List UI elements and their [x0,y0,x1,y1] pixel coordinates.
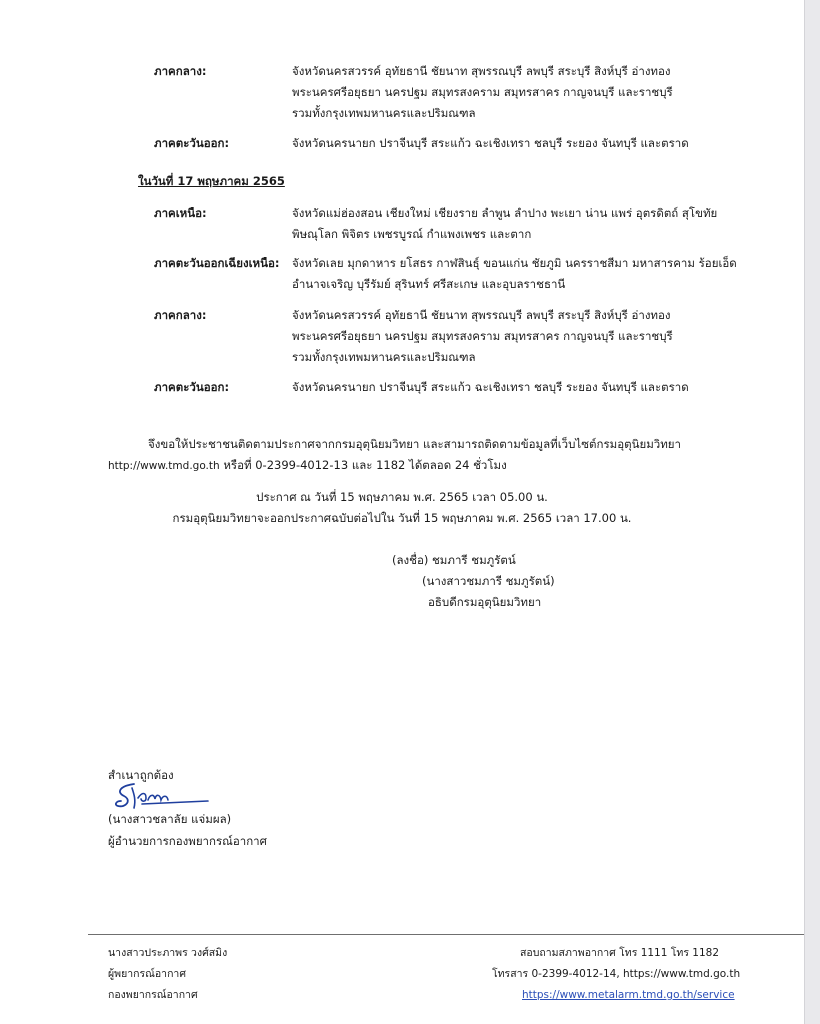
certified-position: ผู้อำนวยการกองพยากรณ์อากาศ [108,834,267,848]
region-text-line: จังหวัดแม่ฮ่องสอน เชียงใหม่ เชียงราย ลำพูน ลำปาง พะเยา น่าน แพร่ อุตรดิตถ์ สุโขทัย [292,206,718,220]
region-text-line: พระนครศรีอยุธยา นครปฐม สมุทรสงคราม สมุทรสาคร กาญจนบุรี และราชบุรี [292,85,673,99]
announce-line-2: กรมอุตุนิยมวิทยาจะออกประกาศฉบับต่อไปใน วันที่ 15 พฤษภาคม พ.ศ. 2565 เวลา 17.00 น. [172,511,632,525]
region-text-line: จังหวัดเลย มุกดาหาร ยโสธร กาฬสินธุ์ ขอนแก่น ชัยภูมิ นครราชสีมา มหาสารคาม ร้อยเอ็ด [292,256,737,270]
region-label-central-1: ภาคกลาง: [154,64,207,78]
footer-division: กองพยากรณ์อากาศ [108,989,198,1001]
region-text-line: รวมทั้งกรุงเทพมหานครและปริมณฑล [292,106,476,120]
region-label-east-2: ภาคตะวันออก: [154,380,230,394]
region-text-line: อำนาจเจริญ บุรีรัมย์ สุรินทร์ ศรีสะเกษ และอุบลราชธานี [292,277,566,291]
footer-forecaster-title: ผู้พยากรณ์อากาศ [108,968,186,980]
region-label-northeast: ภาคตะวันออกเฉียงเหนือ: [154,256,280,270]
notice-line-2 [108,458,507,474]
footer-contact-phone: สอบถามสภาพอากาศ โทร 1111 โทร 1182 [520,947,720,959]
certified-title: สำเนาถูกต้อง [108,768,174,782]
region-text-line: จังหวัดนครสวรรค์ อุทัยธานี ชัยนาท สุพรรณบุรี ลพบุรี สระบุรี สิงห์บุรี อ่างทอง [292,64,671,78]
footer-divider [88,934,804,935]
footer-contact-fax: โทรสาร 0-2399-4012-14, https://www.tmd.go.th [492,968,741,980]
signatory-name: (นางสาวชมภารี ชมภูรัตน์) [422,574,555,588]
footer-forecaster-name: นางสาวประภาพร วงศ์สมิง [108,947,228,959]
region-label-north: ภาคเหนือ: [154,206,207,220]
region-text-line: รวมทั้งกรุงเทพมหานครและปริมณฑล [292,350,476,364]
region-label-central-2: ภาคกลาง: [154,308,207,322]
notice-contact: หรือที่ 0-2399-4012-13 และ 1182 ได้ตลอด 24 ชั่วโมง [219,458,507,472]
tmd-url[interactable]: http://www.tmd.go.th [108,460,220,472]
certified-name: (นางสาวชลาลัย แจ่มผล) [108,812,232,826]
signatory-position: อธิบดีกรมอุตุนิยมวิทยา [428,595,542,609]
footer-service-link[interactable]: https://www.metalarm.tmd.go.th/service [522,989,735,1001]
region-text-line: พิษณุโลก พิจิตร เพชรบูรณ์ กำแพงเพชร และตาก [292,227,532,241]
region-label-east-1: ภาคตะวันออก: [154,136,230,150]
region-text-line: พระนครศรีอยุธยา นครปฐม สมุทรสงคราม สมุทรสาคร กาญจนบุรี และราชบุรี [292,329,673,343]
handwritten-signature [112,780,212,814]
region-text-line: จังหวัดนครสวรรค์ อุทัยธานี ชัยนาท สุพรรณบุรี ลพบุรี สระบุรี สิงห์บุรี อ่างทอง [292,308,671,322]
signatory-signed: (ลงชื่อ) ชมภารี ชมภูรัตน์ [392,553,516,567]
region-text-line: จังหวัดนครนายก ปราจีนบุรี สระแก้ว ฉะเชิงเทรา ชลบุรี ระยอง จันทบุรี และตราด [292,136,689,150]
region-text-line: จังหวัดนครนายก ปราจีนบุรี สระแก้ว ฉะเชิงเทรา ชลบุรี ระยอง จันทบุรี และตราด [292,380,689,394]
notice-line-1: จึงขอให้ประชาชนติดตามประกาศจากกรมอุตุนิยมวิทยา และสามารถติดตามข้อมูลที่เว็บไซต์กรมอุตุนิยมวิทยา [148,437,682,451]
announce-line-1: ประกาศ ณ วันที่ 15 พฤษภาคม พ.ศ. 2565 เวลา 05.00 น. [256,490,548,504]
date-heading: ในวันที่ 17 พฤษภาคม 2565 [138,174,285,188]
